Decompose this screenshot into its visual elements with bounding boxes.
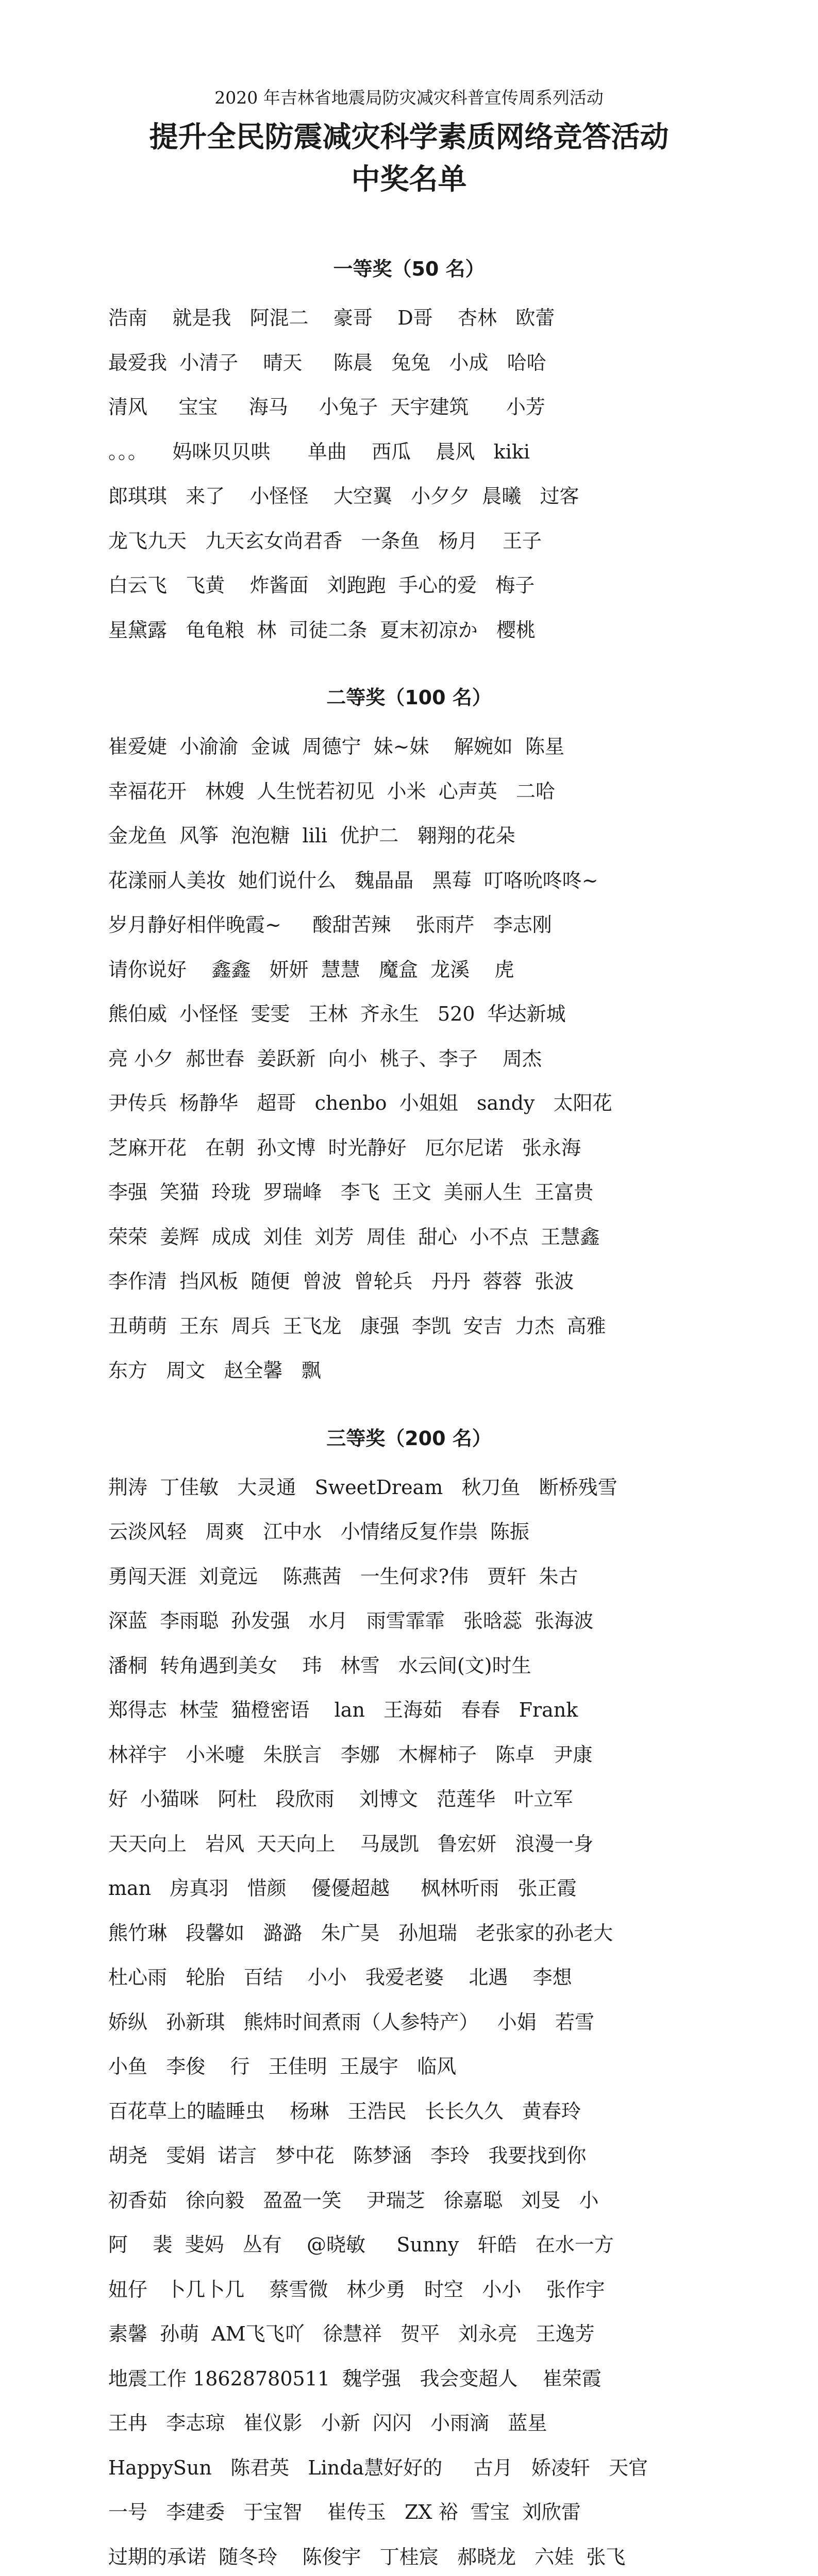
third-prize-heading: 三等奖（200 名）	[326, 1427, 492, 1450]
winner-names-line: 天天向上 岩风 天天向上 马晟凯 鲁宏妍 浪漫一身	[108, 1832, 594, 1855]
winner-names-line: 金龙鱼 风筝 泡泡糖 lili 优护二 翱翔的花朵	[108, 824, 515, 847]
first-prize-section	[108, 255, 710, 652]
winner-names-line: 东方 周文 赵全馨 飘	[108, 1359, 321, 1382]
winner-names-line: 亮 小夕 郝世春 姜跃新 向小 桃子、李子 周杰	[108, 1047, 542, 1070]
winner-names-line: 过期的承诺 随冬玲 陈俊宇 丁桂宸 郝晓龙 六娃 张飞	[108, 2545, 626, 2568]
winner-names-line: HappySun 陈君英 Linda慧好好的 古月 娇凌轩 天官	[108, 2456, 648, 2479]
winner-names-line: 幸福花开 林嫂 人生恍若初见 小米 心声英 二哈	[108, 779, 555, 803]
second-prize-heading: 二等奖（100 名）	[326, 686, 492, 709]
winner-names-line: 崔爱婕 小渝渝 金诚 周德宁 妹~妹 解婉如 陈星	[108, 735, 564, 758]
winner-names-line: 郎琪琪 来了 小怪怪 大空翼 小夕夕 晨曦 过客	[108, 485, 579, 507]
winner-names-line: 百花草上的瞌睡虫 杨琳 王浩民 长长久久 黄春玲	[108, 2099, 581, 2123]
winner-names-line: 娇纵 孙新琪 熊炜时间煮雨（人参特产） 小娟 若雪	[108, 2010, 594, 2033]
winner-names-line: 浩南 就是我 阿混二 豪哥 D哥 杏林 欧蕾	[108, 307, 555, 329]
winner-names-line: 杜心雨 轮胎 百结 小小 我爱老婆 北遇 李想	[108, 1966, 572, 1989]
winner-names-line: 深蓝 李雨聪 孙发强 水月 雨雪霏霏 张晗蕊 张海波	[108, 1609, 594, 1632]
winner-names-line: 熊伯威 小怪怪 雯雯 王林 齐永生 520 华达新城	[108, 1003, 566, 1025]
winner-names-line: 清风 宝宝 海马 小兔子 天宇建筑 小芳	[108, 396, 545, 418]
winner-names-line: 熊竹琳 段馨如 潞潞 朱广昊 孙旭瑞 老张家的孙老大	[108, 1921, 613, 1944]
winner-names-line: 王冉 李志琼 崔仪影 小新 闪闪 小雨滴 蓝星	[108, 2412, 547, 2434]
winner-names-line: 潘桐 转角遇到美女 玮 林雪 水云间(文)时生	[108, 1654, 531, 1677]
winner-names-line: 。。。 妈咪贝贝哄 单曲 西瓜 晨风 kiki	[108, 440, 530, 463]
winner-names-line: 云淡风轻 周爽 江中水 小情绪反复作祟 陈振	[108, 1520, 529, 1543]
winner-names-line: 素馨 孙萌 AM飞飞吖 徐慧祥 贺平 刘永亮 王逸芳	[108, 2323, 595, 2345]
winner-names-line: 初香茹 徐向毅 盈盈一笑 尹瑞芝 徐嘉聪 刘旻 小	[108, 2189, 599, 2212]
winner-names-line: man 房真羽 惜颜 優優超越 枫林听雨 张正霞	[108, 1877, 577, 1900]
winner-names-line: 李强 笑猫 玲珑 罗瑞峰 李飞 王文 美丽人生 王富贵	[108, 1181, 594, 1204]
winner-names-line: 星黛露 龟龟粮 林 司徒二条 夏末初凉か 樱桃	[108, 618, 536, 641]
winner-names-line: 林祥宇 小米嚏 朱朕言 李娜 木樨柿子 陈卓 尹康	[108, 1743, 593, 1766]
winner-names-line: 岁月静好相伴晚霞~ 酸甜苦辣 张雨芹 李志刚	[108, 913, 552, 936]
winner-names-line: 荣荣 姜辉 成成 刘佳 刘芳 周佳 甜心 小不点 王慧鑫	[108, 1225, 600, 1248]
winner-names-line: 芝麻开花 在朝 孙文博 时光静好 厄尔尼诺 张永海	[108, 1136, 581, 1159]
prize-sections	[108, 255, 710, 2576]
title-line-1: 提升全民防震减灾科学素质网络竞答活动	[149, 121, 669, 154]
winner-names-line: 小鱼 李俊 行 王佳明 王晟宇 临风	[108, 2055, 457, 2078]
document-title	[108, 116, 710, 201]
first-prize-heading: 一等奖（50 名）	[333, 258, 485, 280]
winner-names-line: 花漾丽人美妆 她们说什么 魏晶晶 黑莓 叮咯吮咚咚~	[108, 869, 598, 892]
second-prize-section	[108, 683, 710, 1393]
event-subtitle: 2020 年吉林省地震局防灾减灾科普宣传周系列活动	[214, 88, 604, 108]
winner-names-line: 郑得志 林莹 猫橙密语 lan 王海茹 春春 Frank	[108, 1699, 578, 1721]
winner-names-line: 李作清 挡风板 随便 曾波 曾轮兵 丹丹 蓉蓉 张波	[108, 1270, 574, 1293]
winner-names-line: 龙飞九天 九天玄女尚君香 一条鱼 杨月 王子	[108, 529, 542, 552]
winner-names-line: 请你说好 鑫鑫 妍妍 慧慧 魔盒 龙溪 虎	[108, 958, 514, 981]
winner-names-line: 好 小猫咪 阿杜 段欣雨 刘博文 范莲华 叶立军	[108, 1788, 573, 1810]
winner-names-line: 尹传兵 杨静华 超哥 chenbo 小姐姐 sandy 太阳花	[108, 1092, 612, 1114]
winner-names-line: 勇闯天涯 刘竟远 陈燕茜 一生何求?伟 贾轩 朱古	[108, 1565, 578, 1588]
winner-names-line: 荆涛 丁佳敏 大灵通 SweetDream 秋刀鱼 断桥残雪	[108, 1476, 617, 1499]
winner-names-line: 丑萌萌 王东 周兵 王飞龙 康强 李凯 安吉 力杰 高雅	[108, 1314, 606, 1337]
winner-names-line: 白云飞 飞黄 炸酱面 刘跑跑 手心的爱 梅子	[108, 574, 535, 597]
winner-names-line: 妞仔 卜几卜几 蔡雪微 林少勇 时空 小小 张作宇	[108, 2278, 605, 2301]
title-line-2: 中奖名单	[351, 163, 467, 196]
winner-names-line: 地震工作 18628780511 魏学强 我会变超人 崔荣霞	[108, 2367, 602, 2390]
third-prize-section	[108, 1424, 710, 2576]
winner-names-line: 最爱我 小清子 晴天 陈晨 兔兔 小成 哈哈	[108, 351, 546, 374]
winner-names-line: 胡尧 雯娟 诺言 梦中花 陈梦涵 李玲 我要找到你	[108, 2144, 587, 2167]
winner-names-line: 阿 裴 斐妈 丛有 @晓敏 Sunny 轩皓 在水一方	[108, 2233, 614, 2256]
winner-names-line: 一号 李建委 于宝智 崔传玉 ZX 裕 雪宝 刘欣雷	[108, 2501, 581, 2523]
